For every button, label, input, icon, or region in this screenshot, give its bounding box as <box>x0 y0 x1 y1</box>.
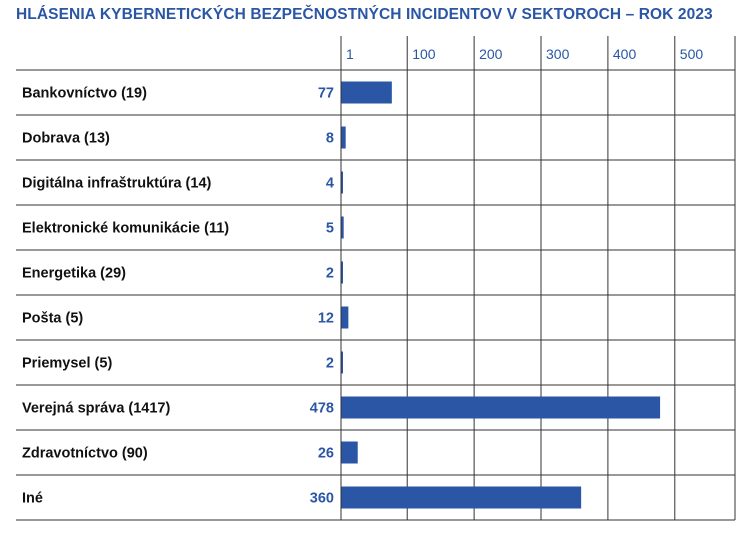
chart-title: HLÁSENIA KYBERNETICKÝCH BEZPEČNOSTNÝCH INCIDENTOV V SEKTOROCH – ROK 2023 <box>16 6 713 23</box>
x-tick-label: 1 <box>346 46 354 62</box>
value-label: 26 <box>317 445 334 462</box>
category-label: Bankovníctvo (19) <box>22 85 147 102</box>
category-label: Elektronické komunikácie (11) <box>22 220 230 237</box>
bar <box>341 487 581 509</box>
bar <box>341 127 346 149</box>
value-label: 5 <box>325 220 334 237</box>
x-tick-label: 400 <box>612 46 637 62</box>
category-label: Dobrava (13) <box>22 130 110 147</box>
bar <box>341 82 392 104</box>
x-tick-label: 500 <box>679 46 704 62</box>
category-label: Pošta (5) <box>22 310 84 327</box>
x-tick-label: 300 <box>546 46 570 62</box>
value-label: 4 <box>325 175 334 192</box>
bar <box>341 397 660 419</box>
x-tick-label: 100 <box>412 46 436 62</box>
category-label: Verejná správa (1417) <box>22 400 171 417</box>
x-tick-label: 200 <box>479 46 503 62</box>
value-label: 8 <box>325 130 334 147</box>
category-label: Iné <box>22 490 43 507</box>
category-label: Energetika (29) <box>22 265 126 282</box>
value-label: 77 <box>317 85 334 102</box>
value-label: 2 <box>325 265 334 282</box>
value-label: 478 <box>309 400 334 417</box>
value-label: 2 <box>325 355 334 372</box>
value-label: 360 <box>309 490 334 507</box>
category-label: Priemysel (5) <box>22 355 113 372</box>
bar <box>341 307 348 329</box>
category-label: Digitálna infraštruktúra (14) <box>22 175 212 192</box>
value-label: 12 <box>317 310 334 327</box>
category-label: Zdravotníctvo (90) <box>22 445 148 462</box>
bar <box>341 442 358 464</box>
